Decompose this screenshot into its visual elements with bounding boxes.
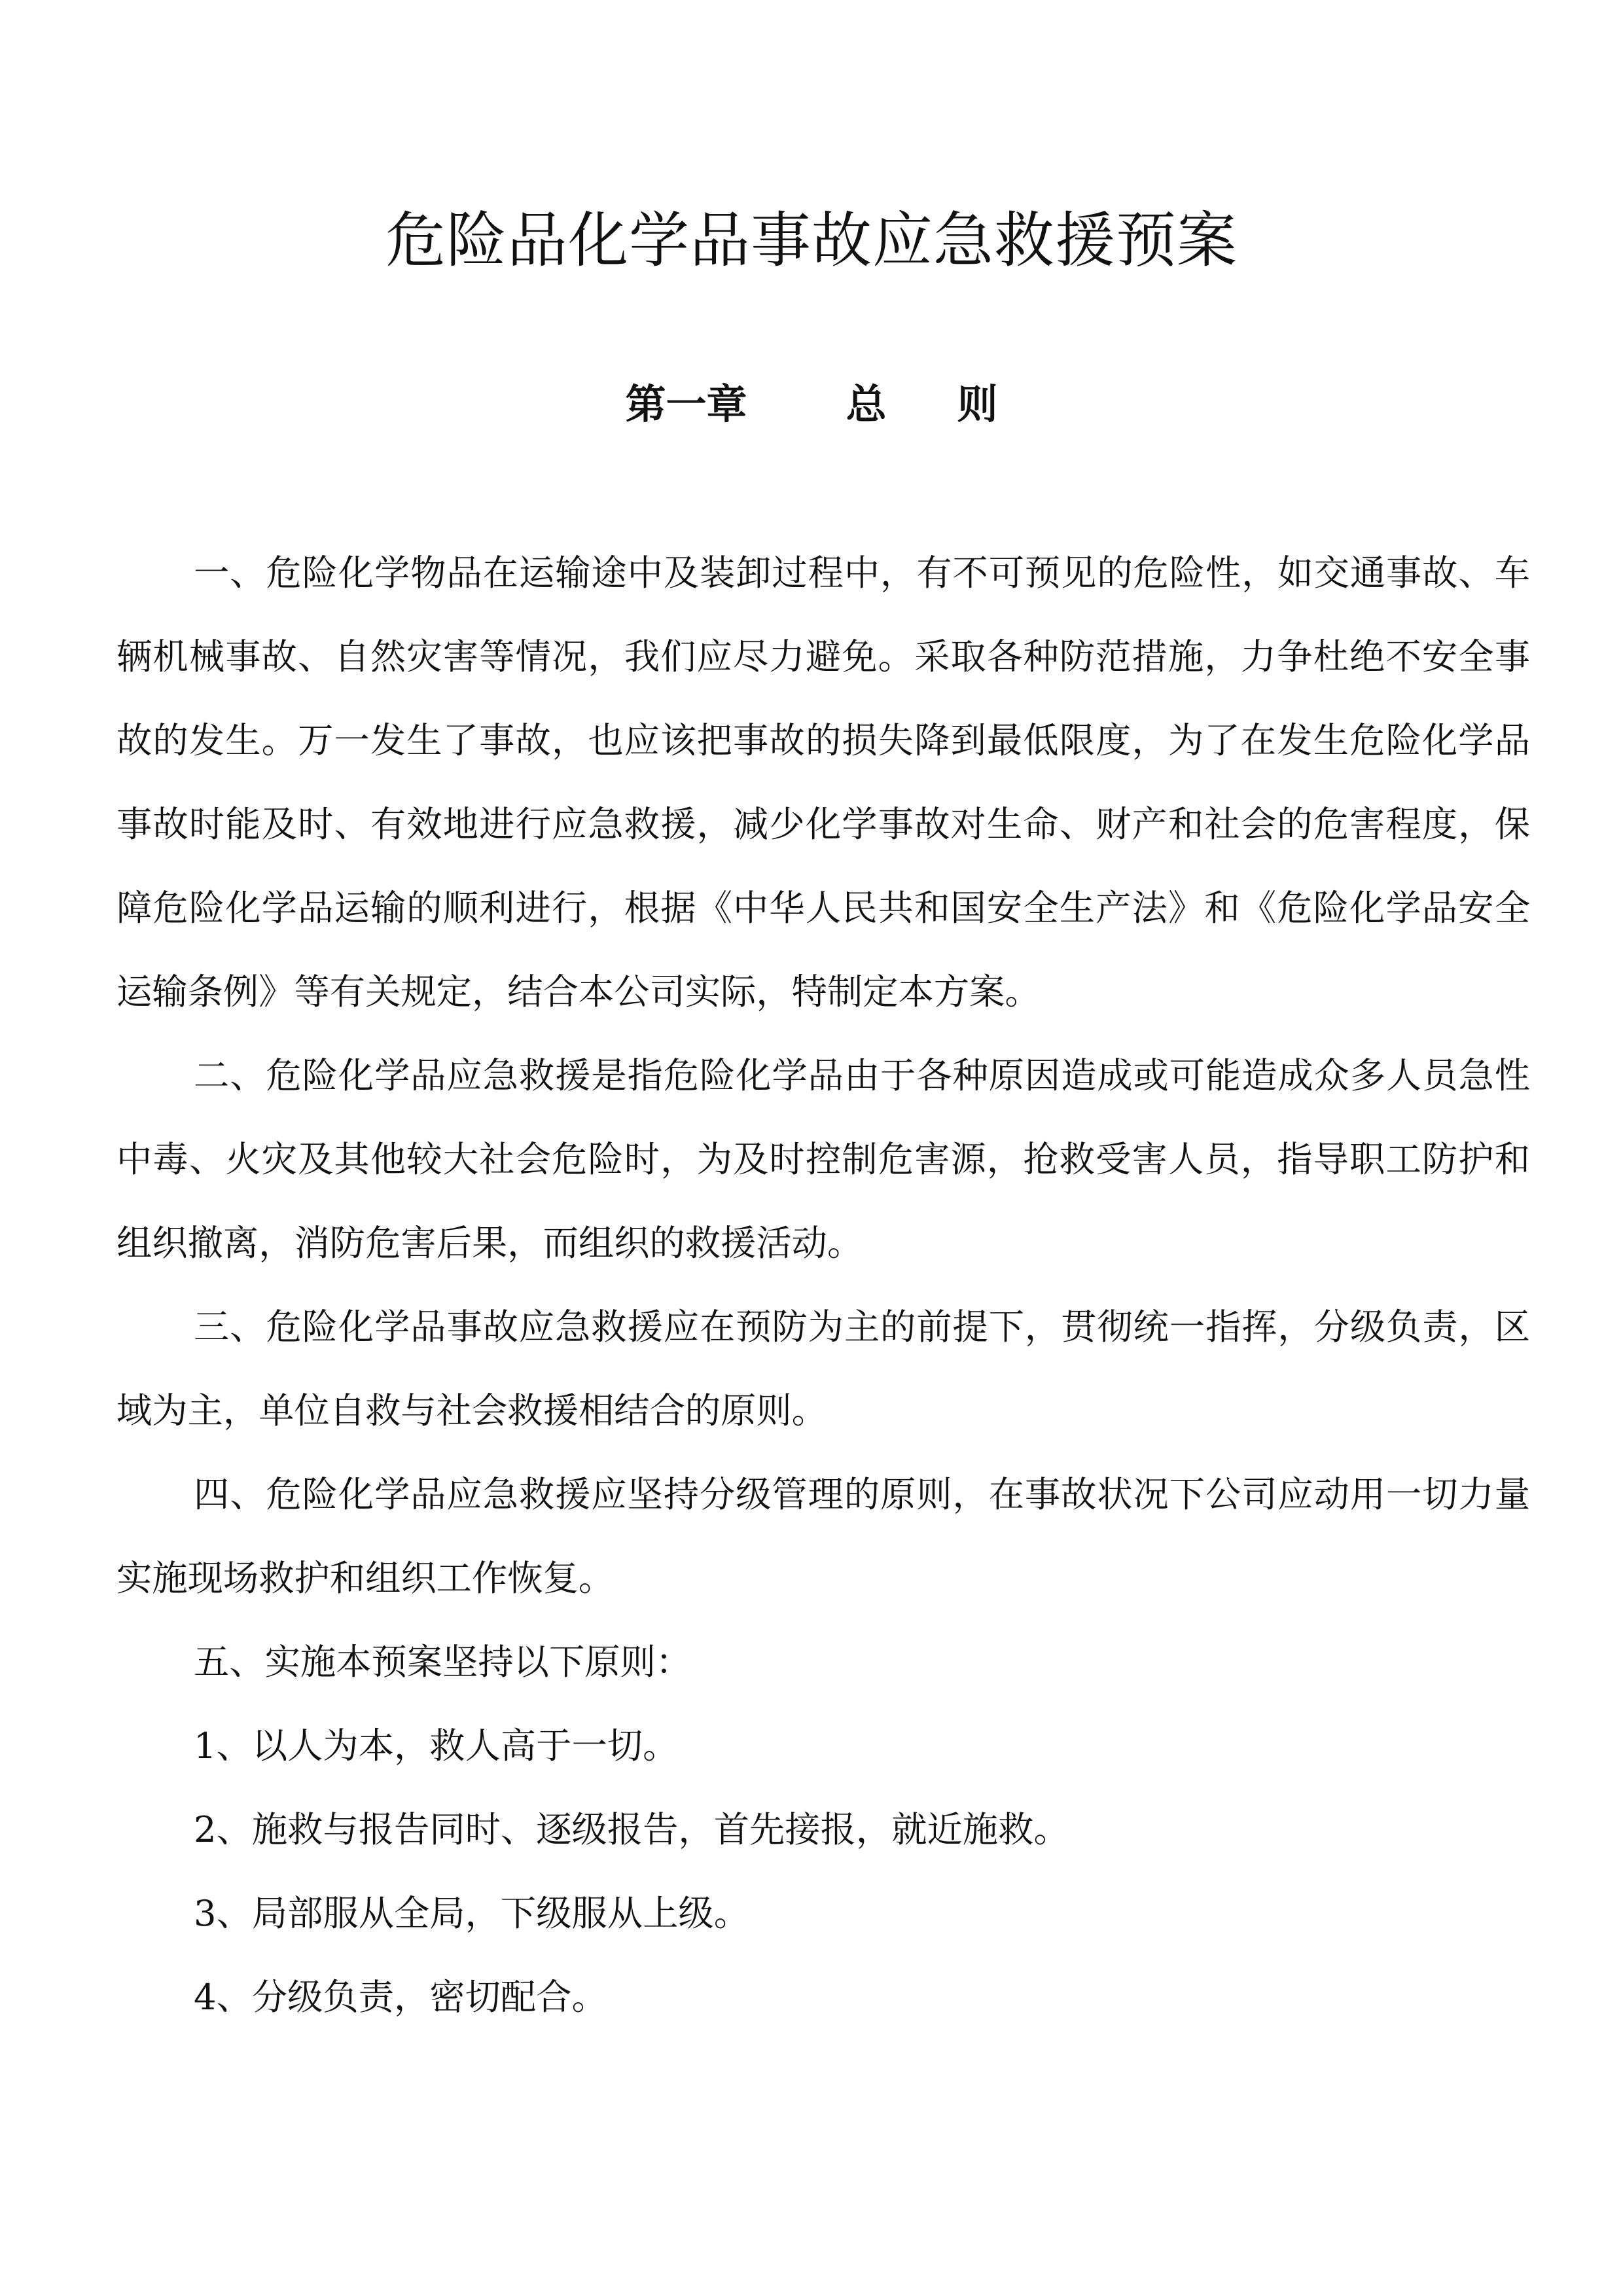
principle-item-2: 2、施救与报告同时、逐级报告，首先接报，就近施救。 — [194, 1809, 1069, 1850]
principle-item-4: 4、分级负责，密切配合。 — [194, 1977, 607, 2018]
paragraph-4: 四、危险化学品应急救援应坚持分级管理的原则，在事故状况下公司应动用一切力量实施现场救护和组织工作恢复。 — [116, 1474, 1530, 1599]
chapter-heading: 第一章 总 则 — [625, 380, 998, 428]
principle-item-3: 3、局部服从全局，下级服从上级。 — [194, 1893, 749, 1934]
paragraph-3: 三、危险化学品事故应急救援应在预防为主的前提下，贯彻统一指挥，分级负责，区域为主，单位自救与社会救援相结合的原则。 — [116, 1306, 1530, 1431]
document-title: 危险品化学品事故应急救援预案 — [385, 206, 1238, 276]
document-body — [116, 531, 1530, 2039]
principle-item-1: 1、以人为本，救人高于一切。 — [194, 1725, 679, 1767]
paragraph-1: 一、危险化学物品在运输途中及装卸过程中，有不可预见的危险性，如交通事故、车辆机械事故、自然灾害等情况，我们应尽力避免。采取各种防范措施，力争杜绝不安全事故的发生。万一发生了事故，也应该把事故的损失降到最低限度，为了在发生危险化学品事故时能及时、有效地进行应急救援，减少化学事故对生命、财产和社会的危害程度，保障危险化学品运输的顺利进行，根据《中华人民共和国安全生产法》和《危险化学品安全运输条例》等有关规定，结合本公司实际，特制定本方案。 — [116, 552, 1530, 1013]
paragraph-2: 二、危险化学品应急救援是指危险化学品由于各种原因造成或可能造成众多人员急性中毒、火灾及其他较大社会危险时，为及时控制危害源，抢救受害人员，指导职工防护和组织撤离，消防危害后果，而组织的救援活动。 — [116, 1055, 1530, 1264]
paragraph-5: 五、实施本预案坚持以下原则： — [194, 1641, 692, 1683]
